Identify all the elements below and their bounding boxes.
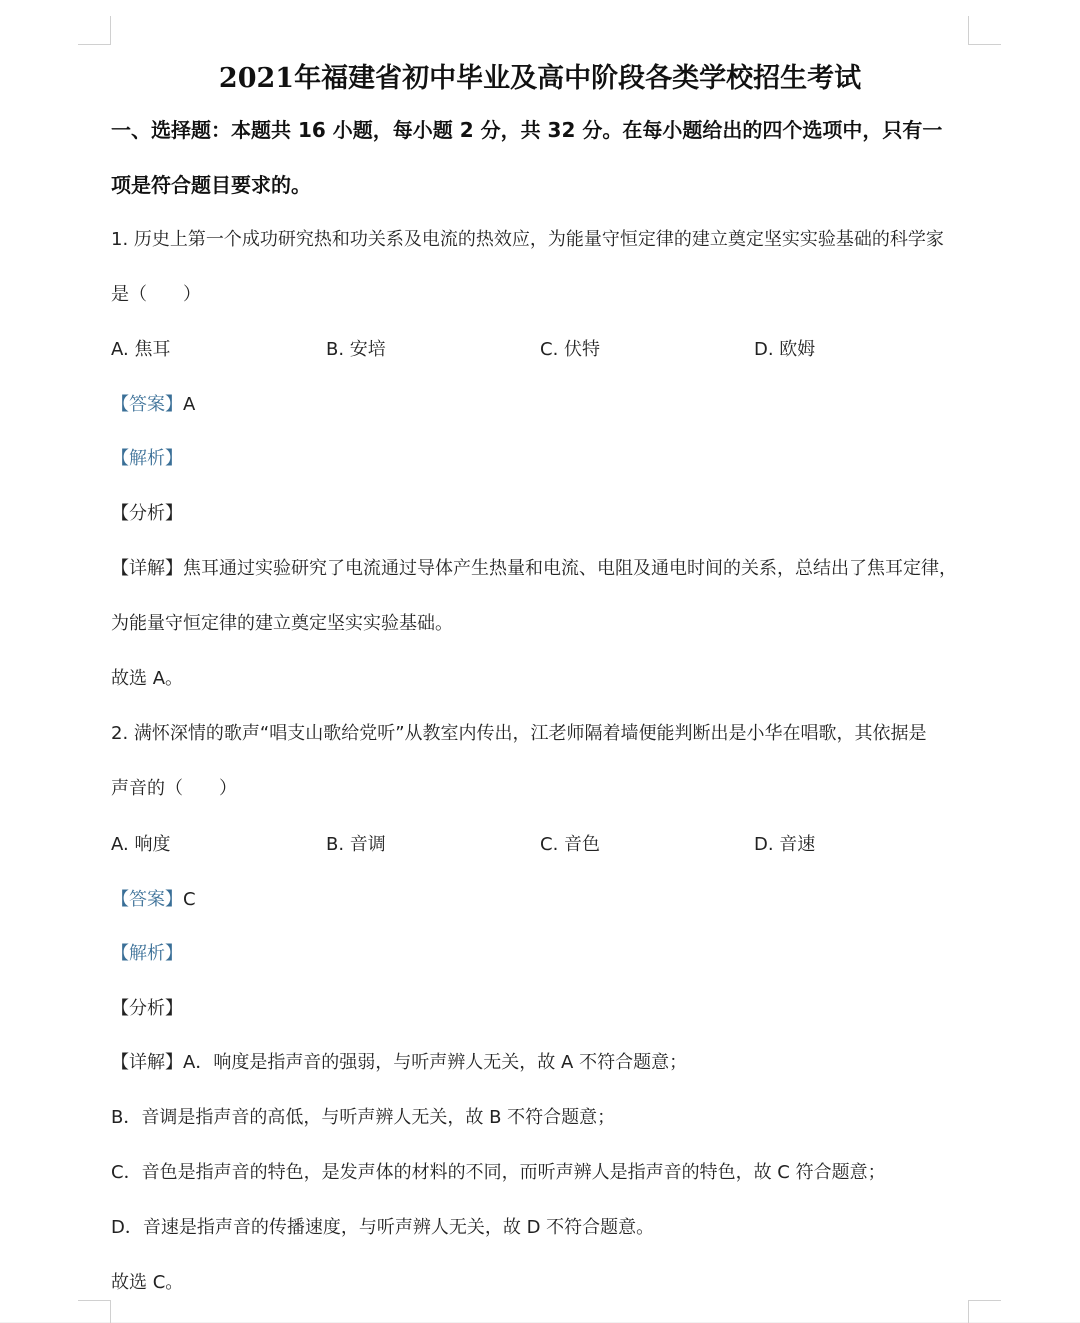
q2-conclusion: 故选 C。 bbox=[111, 1272, 184, 1293]
answer-tag: 【答案】 bbox=[111, 889, 183, 910]
q1-option-a: A. 焦耳 bbox=[111, 339, 171, 360]
q1-stem-line2: 是（ ） bbox=[111, 284, 201, 305]
page-corner-mark bbox=[78, 1300, 111, 1323]
q1-option-c: C. 伏特 bbox=[540, 339, 601, 360]
q1-fenxi: 【分析】 bbox=[111, 503, 183, 524]
q1-detail-line2: 为能量守恒定律的建立奠定坚实实验基础。 bbox=[111, 613, 453, 634]
page-corner-mark bbox=[78, 16, 111, 45]
q2-answer: C bbox=[183, 889, 196, 910]
q1-answer: A bbox=[183, 394, 196, 415]
q1-conclusion: 故选 A。 bbox=[111, 668, 184, 689]
q2-option-a: A. 响度 bbox=[111, 834, 171, 855]
q1-option-d: D. 欧姆 bbox=[754, 339, 816, 360]
q2-detail-d: D．音速是指声音的传播速度，与听声辨人无关，故 D 不符合题意。 bbox=[111, 1217, 655, 1238]
q2-detail-a: 【详解】A．响度是指声音的强弱，与听声辨人无关，故 A 不符合题意； bbox=[111, 1052, 688, 1073]
section-heading-line1: 一、选择题：本题共 16 小题，每小题 2 分，共 32 分。在每小题给出的四个选项中，只有一 bbox=[111, 118, 943, 142]
section-heading-line2: 项是符合题目要求的。 bbox=[111, 173, 311, 197]
answer-tag: 【答案】 bbox=[111, 394, 183, 415]
q2-option-c: C. 音色 bbox=[540, 834, 601, 855]
q1-analysis-tag: 【解析】 bbox=[111, 448, 183, 469]
q2-detail-b: B．音调是指声音的高低，与听声辨人无关，故 B 不符合题意； bbox=[111, 1107, 616, 1128]
q2-fenxi: 【分析】 bbox=[111, 998, 183, 1019]
q1-stem-line1: 1. 历史上第一个成功研究热和功关系及电流的热效应，为能量守恒定律的建立奠定坚实实验基础的科学家 bbox=[111, 229, 944, 250]
q2-option-b: B. 音调 bbox=[326, 834, 386, 855]
q2-detail-c: C．音色是指声音的特色，是发声体的材料的不同，而听声辨人是指声音的特色，故 C 符合题意； bbox=[111, 1162, 886, 1183]
q2-analysis-tag: 【解析】 bbox=[111, 943, 183, 964]
q1-detail-line1: 【详解】焦耳通过实验研究了电流通过导体产生热量和电流、电阻及通电时间的关系，总结出了焦耳定律， bbox=[111, 558, 957, 579]
document-title: 2021年福建省初中毕业及高中阶段各类学校招生考试 bbox=[218, 63, 862, 94]
q2-option-d: D. 音速 bbox=[754, 834, 816, 855]
q2-stem-line2: 声音的（ ） bbox=[111, 778, 237, 799]
q1-answer-line bbox=[111, 392, 971, 418]
page-corner-mark bbox=[968, 1300, 1001, 1323]
q1-option-b: B. 安培 bbox=[326, 339, 386, 360]
q2-stem-line1: 2. 满怀深情的歌声“唱支山歌给党听”从教室内传出，江老师隔着墙便能判断出是小华在唱歌，其依据是 bbox=[111, 723, 927, 744]
q2-answer-line bbox=[111, 887, 971, 913]
page-corner-mark bbox=[968, 16, 1001, 45]
